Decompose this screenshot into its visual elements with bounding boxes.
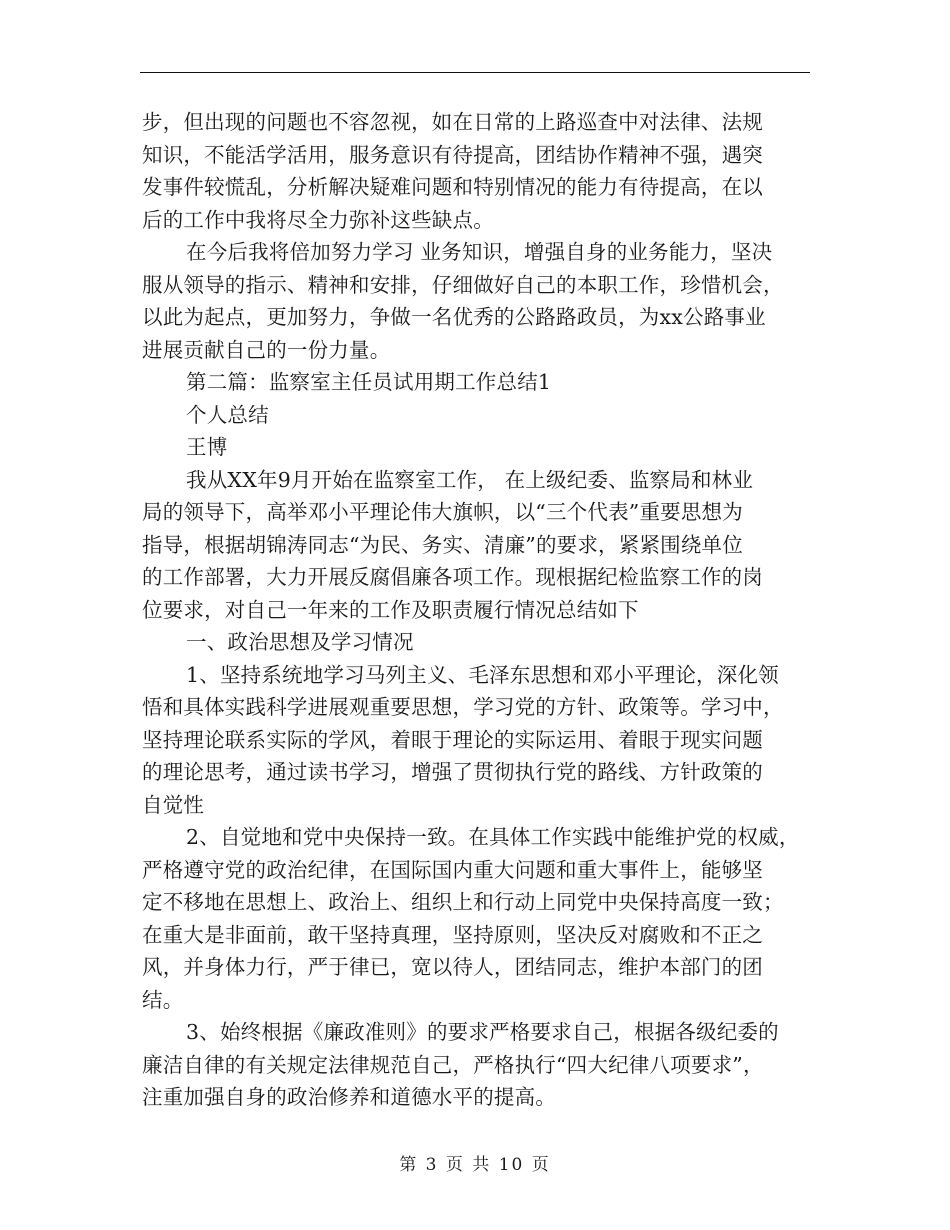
subheading: 个人总结 <box>186 402 269 427</box>
body-line: 严格遵守党的政治纪律，在国际国内重大问题和重大事件上，能够坚 <box>142 857 763 882</box>
body-line: 知识，不能活学活用，服务意识有待提高，团结协作精神不强，遇突 <box>142 142 763 167</box>
body-line: 的工作部署，大力开展反腐倡廉各项工作。现根据纪检监察工作的岗 <box>142 565 763 589</box>
header-rule <box>140 72 810 73</box>
body-line: 指导，根据胡锦涛同志“为民、务实、清廉”的要求，紧紧围绕单位 <box>142 532 743 557</box>
document-body <box>142 106 814 1114</box>
body-line: 位要求，对自己一年来的工作及职责履行情况总结如下 <box>142 597 639 622</box>
body-line: 廉洁自律的有关规定法律规范自己，严格执行“四大纪律八项要求”， <box>142 1052 764 1077</box>
body-line: 3、始终根据《廉政准则》的要求严格要求自己，根据各级纪委的 <box>186 1020 779 1044</box>
body-line: 在重大是非面前，敢干坚持真理，坚持原则，坚决反对腐败和不正之 <box>142 922 763 947</box>
body-line: 注重加强自身的政治修养和道德水平的提高。 <box>142 1085 556 1109</box>
body-line: 结。 <box>142 987 184 1012</box>
body-line: 2、自觉地和党中央保持一致。在具体工作实践中能维护党的权威， <box>186 825 800 849</box>
body-line: 以此为起点，更加努力，争做一名优秀的公路路政员，为xx公路事业 <box>142 305 766 329</box>
body-line: 风，并身体力行，严于律已，宽以待人，团结同志，维护本部门的团 <box>142 955 763 979</box>
page-number-footer: 第 3 页 共 10 页 <box>399 1155 551 1175</box>
body-line: 自觉性 <box>142 792 205 817</box>
body-line: 我从XX年9月开始在监察室工作， 在上级纪委、监察局和林业 <box>186 467 754 492</box>
body-line: 后的工作中我将尽全力弥补这些缺点。 <box>142 207 494 232</box>
body-line: 定不移地在思想上、政治上、组织上和行动上同党中央保持高度一致； <box>142 890 784 914</box>
subsection-heading: 一、政治思想及学习情况 <box>186 630 414 654</box>
body-line: 局的领导下，高举邓小平理论伟大旗帜，以“三个代表”重要思想为 <box>142 500 743 524</box>
body-line: 服从领导的指示、精神和安排，仔细做好自己的本职工作，珍惜机会， <box>142 272 784 297</box>
body-line: 在今后我将倍加努力学习 业务知识，增强自身的业务能力，坚决 <box>186 240 773 264</box>
section-heading: 第二篇：监察室主任员试用期工作总结1 <box>186 370 552 394</box>
body-line: 步，但出现的问题也不容忽视，如在日常的上路巡查中对法律、法规 <box>142 110 763 134</box>
body-line: 的理论思考，通过读书学习，增强了贯彻执行党的路线、方针政策的 <box>142 760 763 784</box>
body-line: 悟和具体实践科学进展观重要思想，学习党的方针、政策等。学习中， <box>142 695 784 719</box>
author-name: 王博 <box>186 435 228 459</box>
body-line: 坚持理论联系实际的学风，着眼于理论的实际运用、着眼于现实问题 <box>142 727 763 752</box>
body-line: 发事件较慌乱，分析解决疑难问题和特别情况的能力有待提高，在以 <box>142 175 763 199</box>
body-line: 1、坚持系统地学习马列主义、毛泽东思想和邓小平理论，深化领 <box>186 662 779 687</box>
body-line: 进展贡献自己的一份力量。 <box>142 337 391 362</box>
